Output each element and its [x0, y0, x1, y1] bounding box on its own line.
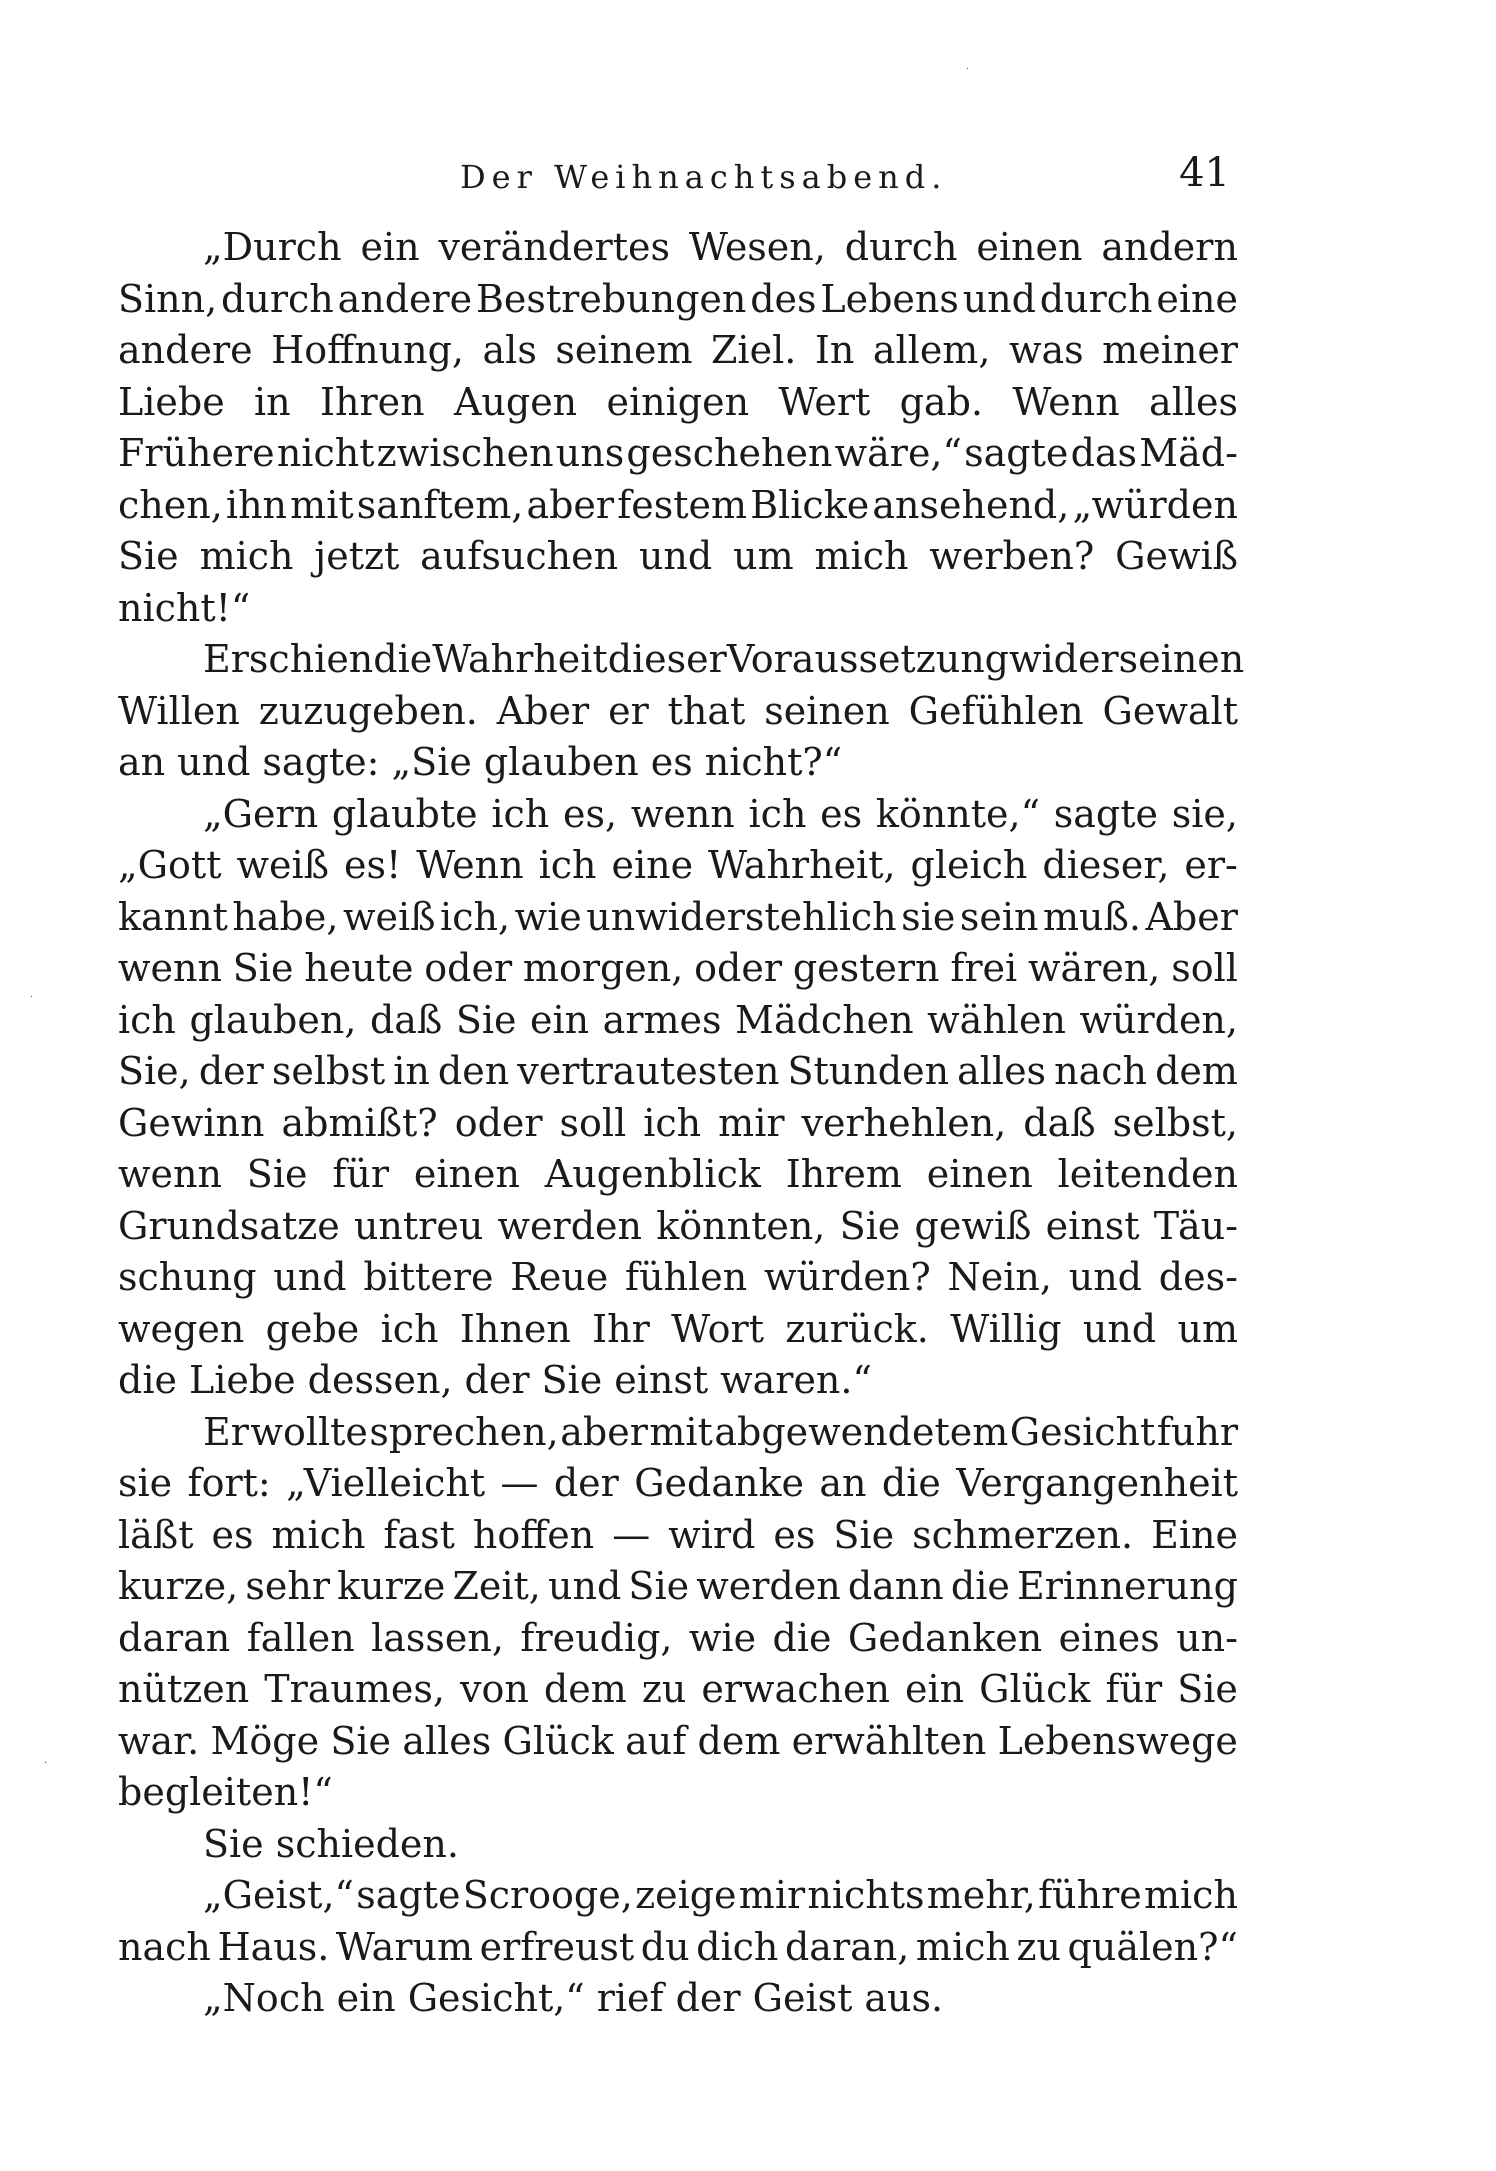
- page-header: [460, 150, 1260, 210]
- text-line: wegen gebe ich Ihnen Ihr Wort zurück. Willig und um: [118, 1306, 1238, 1351]
- speck-mark: ·: [966, 64, 970, 75]
- text-line: Sinn, durch andere Bestrebungen des Lebens und durch eine: [118, 276, 1238, 321]
- text-line: Frühere nicht zwischen uns geschehen wäre,“ sagte das Mäd-: [118, 431, 1238, 475]
- text-line: war. Möge Sie alles Glück auf dem erwählten Lebenswege: [118, 1718, 1238, 1763]
- text-line: Grundsatze untreu werden könnten, Sie gewiß einst Täu-: [118, 1203, 1238, 1248]
- text-line: Sie schieden.: [203, 1821, 459, 1866]
- text-line: ich glauben, daß Sie ein armes Mädchen wählen würden,: [118, 997, 1238, 1042]
- text-line: andere Hoffnung, als seinem Ziel. In allem, was meiner: [118, 328, 1238, 372]
- text-line: daran fallen lassen, freudig, wie die Gedanken eines un-: [118, 1615, 1238, 1660]
- text-line: begleiten!“: [118, 1770, 333, 1814]
- body-text: [118, 222, 1245, 2025]
- text-line: „Gott weiß es! Wenn ich eine Wahrheit, gleich dieser, er-: [118, 843, 1238, 887]
- text-line: „Geist,“ sagte Scrooge, zeige mir nichts mehr, führe mich: [203, 1873, 1238, 1917]
- running-title: Der Weihnachtsabend.: [460, 158, 948, 196]
- text-line: nicht!“: [118, 585, 251, 630]
- text-line: Er wollte sprechen, aber mit abgewendetem Gesicht fuhr: [203, 1409, 1238, 1454]
- text-line: nach Haus. Warum erfreust du dich daran, mich zu quälen?“: [118, 1924, 1238, 1969]
- text-line: an und sagte: „Sie glauben es nicht?“: [118, 740, 843, 784]
- text-line: nützen Traumes, von dem zu erwachen ein Glück für Sie: [118, 1667, 1238, 1711]
- text-line: „Gern glaubte ich es, wenn ich es könnte,“ sagte sie,: [203, 791, 1238, 836]
- text-line: schung und bittere Reue fühlen würden? Nein, und des-: [118, 1255, 1238, 1299]
- text-line: Sie mich jetzt aufsuchen und um mich werben? Gewiß: [118, 534, 1238, 578]
- text-line: Willen zuzugeben. Aber er that seinen Gefühlen Gewalt: [118, 688, 1238, 733]
- text-line: kurze, sehr kurze Zeit, und Sie werden dann die Erinnerung: [118, 1564, 1238, 1608]
- text-line: kannt habe, weiß ich, wie unwiderstehlich sie sein muß. Aber: [118, 894, 1238, 939]
- text-line: „Durch ein verändertes Wesen, durch einen andern: [203, 225, 1238, 269]
- text-line: wenn Sie für einen Augenblick Ihrem einen leitenden: [118, 1152, 1238, 1196]
- speck-mark: ·: [44, 1758, 48, 1769]
- text-line: Gewinn abmißt? oder soll ich mir verhehlen, daß selbst,: [118, 1100, 1238, 1145]
- text-line: läßt es mich fast hoffen — wird es Sie schmerzen. Eine: [118, 1512, 1238, 1557]
- text-line: „Noch ein Gesicht,“ rief der Geist aus.: [203, 1976, 944, 2020]
- text-line: Liebe in Ihren Augen einigen Wert gab. Wenn alles: [118, 379, 1238, 424]
- speck-mark: ·: [30, 992, 34, 1003]
- text-line: Sie, der selbst in den vertrautesten Stunden alles nach dem: [118, 1049, 1238, 1093]
- page-number: 41: [1179, 150, 1230, 196]
- text-line: die Liebe dessen, der Sie einst waren.“: [118, 1358, 872, 1402]
- text-line: wenn Sie heute oder morgen, oder gestern frei wären, soll: [118, 946, 1238, 990]
- text-line: sie fort: „Vielleicht — der Gedanke an die Vergangenheit: [118, 1461, 1238, 1505]
- text-line: chen, ihn mit sanftem, aber festem Blicke ansehend, „würden: [118, 482, 1238, 527]
- text-line: Er schien die Wahrheit dieser Voraussetzung wider seinen: [203, 637, 1245, 681]
